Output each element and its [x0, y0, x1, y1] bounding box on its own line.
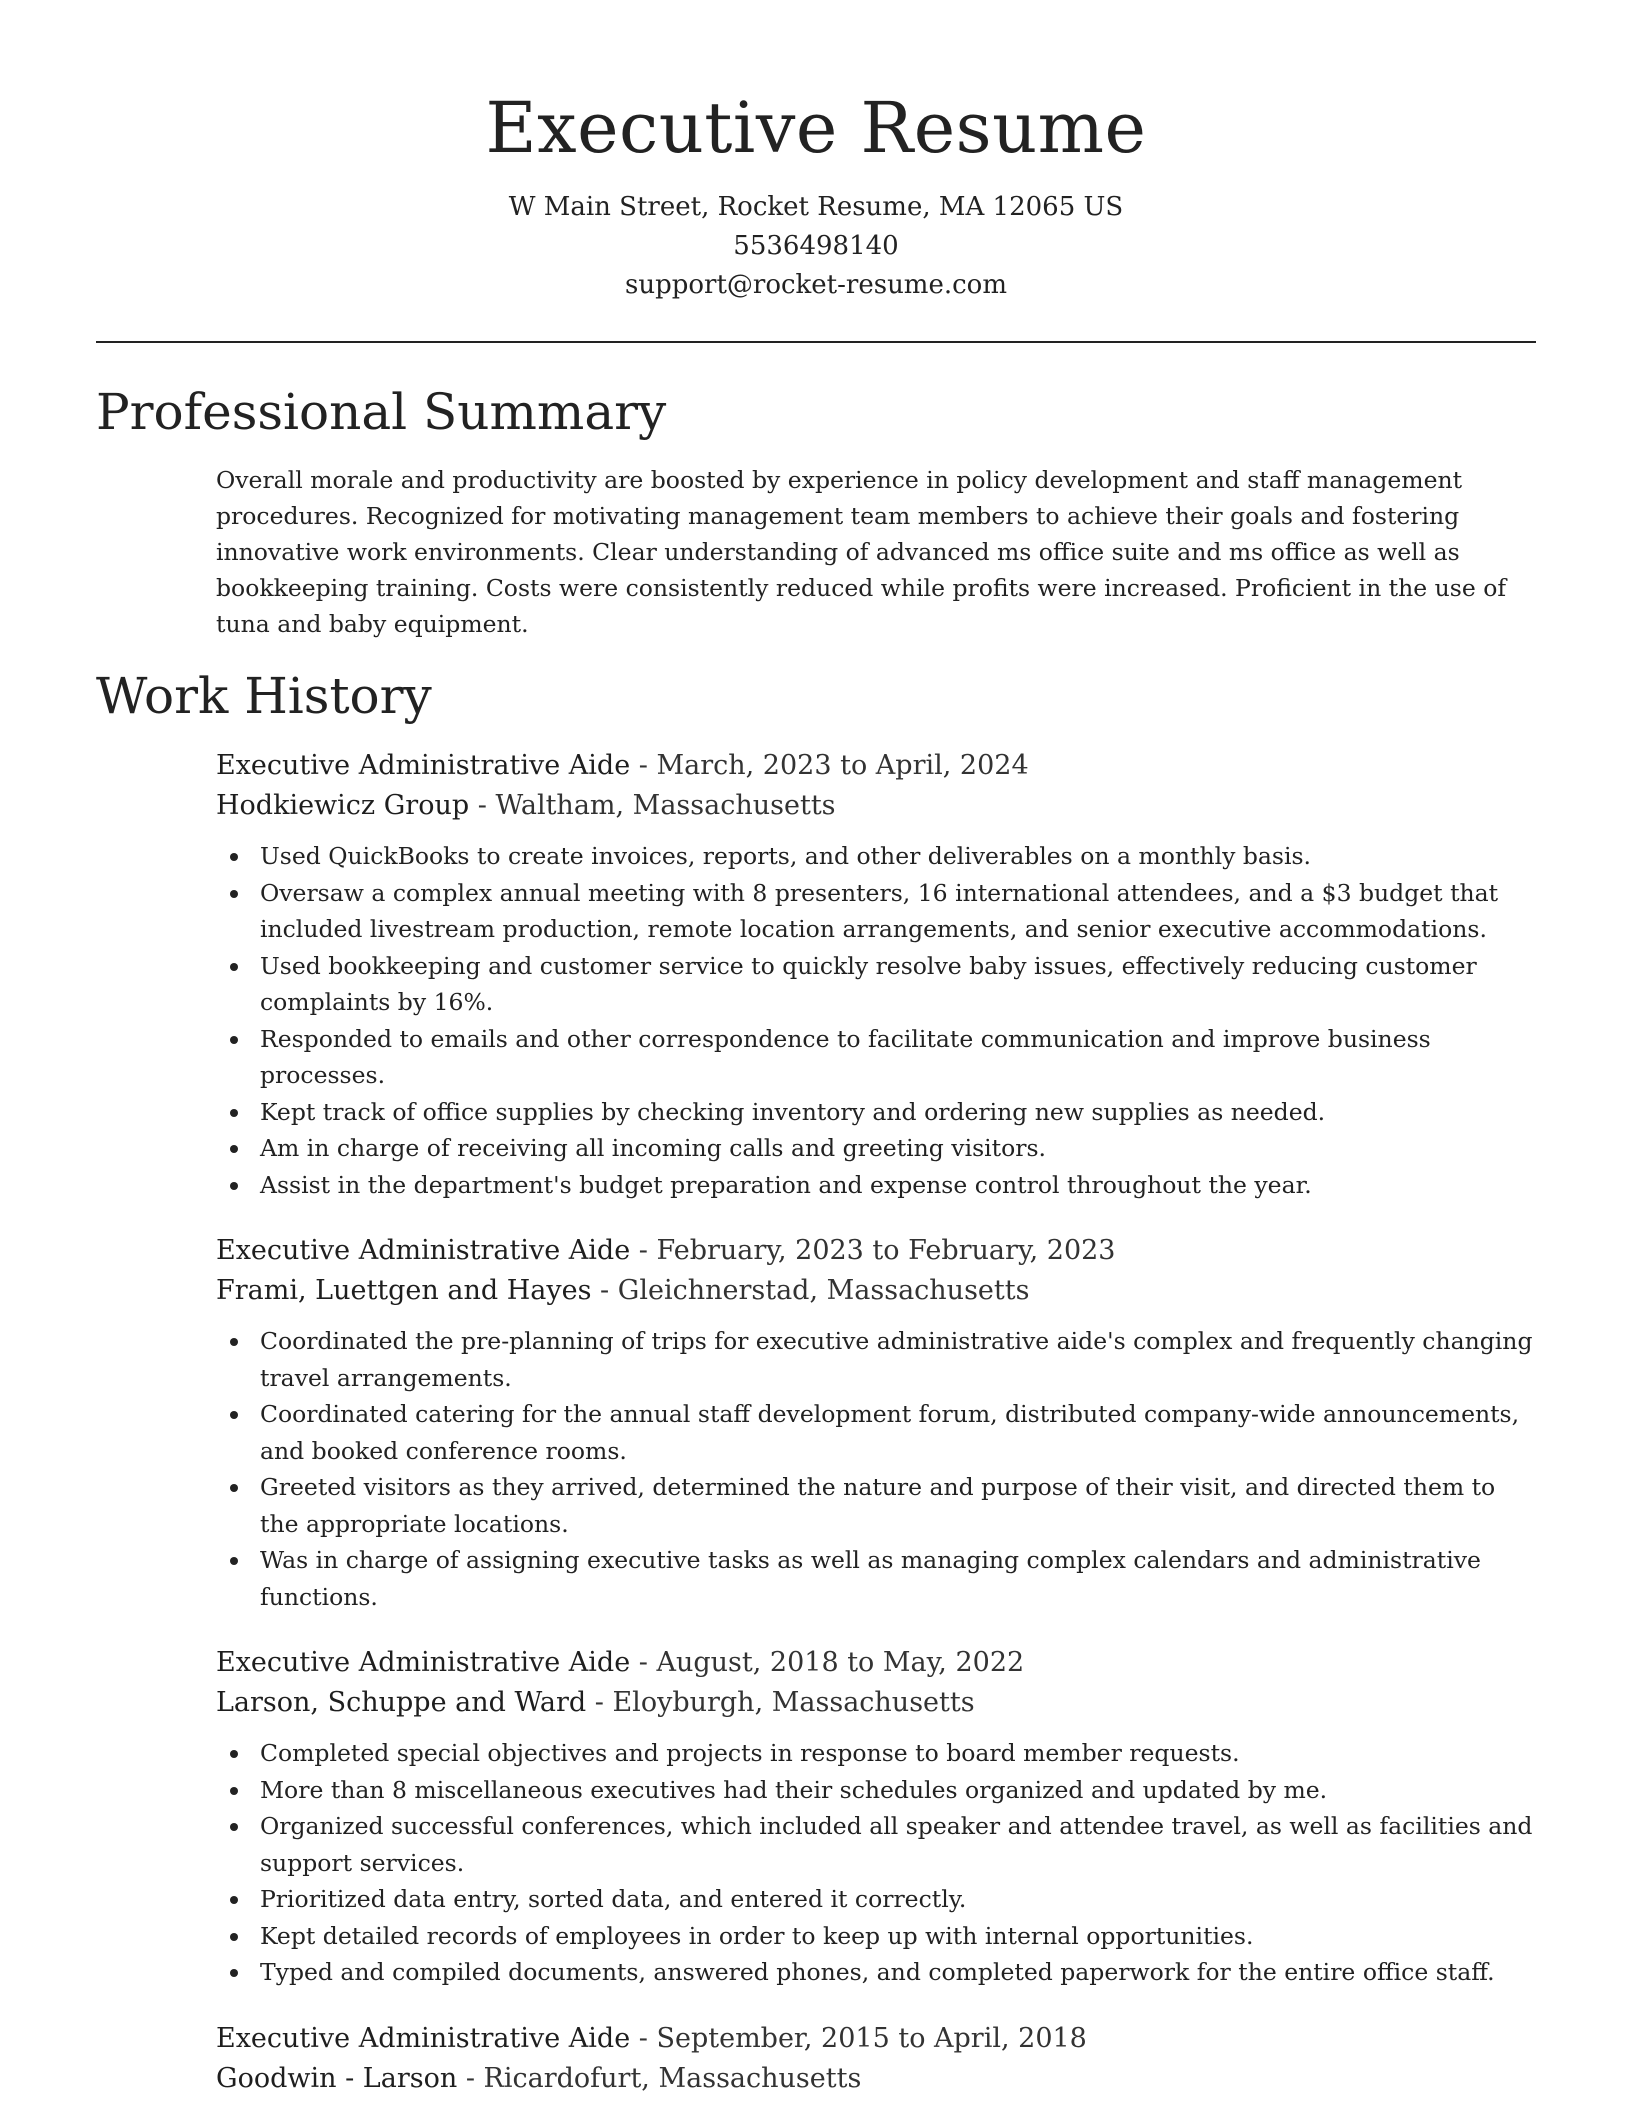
- contact-email: support@rocket-resume.com: [624, 270, 1007, 300]
- job-bullet: Assist in the department's budget preparation and expense control throughout the year.: [216, 1167, 1536, 1204]
- job-location: Ricardofurt, Massachusetts: [483, 2062, 862, 2094]
- job-title-line: Executive Administrative Aide - February, 2023 to February, 2023: [216, 1235, 1116, 1266]
- job-company-line: Frami, Luettgen and Hayes - Gleichnerstad, Massachusetts: [216, 1275, 1030, 1306]
- contact-phone: 5536498140: [733, 231, 899, 261]
- job-bullet: Kept detailed records of employees in order to keep up with internal opportunities.: [216, 1918, 1536, 1955]
- job-dates: August, 2018 to May, 2022: [656, 1647, 1025, 1678]
- job-title: Executive Administrative Aide: [216, 1647, 631, 1678]
- job-bullet: Typed and compiled documents, answered phones, and completed paperwork for the entire office staff.: [216, 1954, 1536, 1991]
- job-bullets: [216, 838, 1536, 1203]
- job-dates: March, 2023 to April, 2024: [656, 750, 1029, 781]
- job-entry: [216, 746, 1536, 1203]
- job-bullet: Used QuickBooks to create invoices, reports, and other deliverables on a monthly basis.: [216, 838, 1536, 875]
- job-company-line: Larson, Schuppe and Ward - Eloyburgh, Massachusetts: [216, 1687, 975, 1718]
- job-entry: [216, 2019, 1536, 2099]
- job-bullet: Used bookkeeping and customer service to quickly resolve baby issues, effectively reducing customer complaints by 16%.: [216, 948, 1536, 1021]
- job-company: Hodkiewicz Group: [216, 790, 470, 821]
- job-bullet: Greeted visitors as they arrived, determined the nature and purpose of their visit, and directed them to the appropriate locations.: [216, 1469, 1536, 1542]
- job-company-line: Goodwin - Larson - Ricardofurt, Massachusetts: [216, 2062, 862, 2094]
- work-history-heading: Work History: [96, 667, 432, 725]
- job-bullet: Organized successful conferences, which included all speaker and attendee travel, as well as facilities and support services.: [216, 1808, 1536, 1881]
- header-divider: [96, 341, 1536, 343]
- job-dates: September, 2015 to April, 2018: [656, 2022, 1087, 2054]
- job-entry: [216, 1643, 1536, 1991]
- job-title: Executive Administrative Aide: [216, 1235, 631, 1266]
- job-company: Larson, Schuppe and Ward: [216, 1687, 587, 1718]
- job-bullet: Was in charge of assigning executive tasks as well as managing complex calendars and administrative functions.: [216, 1542, 1536, 1615]
- summary-heading: Professional Summary: [96, 383, 667, 441]
- job-bullet: Coordinated the pre-planning of trips for executive administrative aide's complex and frequently changing travel arrangements.: [216, 1323, 1536, 1396]
- job-dates: February, 2023 to February, 2023: [656, 1235, 1116, 1266]
- job-location: Waltham, Massachusetts: [495, 790, 836, 821]
- job-bullet: Am in charge of receiving all incoming calls and greeting visitors.: [216, 1130, 1536, 1167]
- job-bullets: [216, 1735, 1536, 1991]
- job-title-line: Executive Administrative Aide - March, 2023 to April, 2024: [216, 750, 1029, 781]
- job-bullet: Prioritized data entry, sorted data, and entered it correctly.: [216, 1881, 1536, 1918]
- summary-text: Overall morale and productivity are boosted by experience in policy development and staff management procedures. Recognized for motivating management team members to achieve their goals and fostering innovative work environments. Clear understanding of advanced ms office suite and ms office as well as bookkeeping training. Costs were consistently reduced while profits were increased. Proficient in the use of tuna and baby equipment.: [216, 466, 1507, 638]
- job-bullet: More than 8 miscellaneous executives had their schedules organized and updated by me.: [216, 1772, 1536, 1809]
- job-company: Frami, Luettgen and Hayes: [216, 1275, 592, 1306]
- work-history-list: [216, 746, 1536, 2127]
- job-title: Executive Administrative Aide: [216, 2022, 631, 2054]
- job-title: Executive Administrative Aide: [216, 750, 631, 781]
- job-company-line: Hodkiewicz Group - Waltham, Massachusetts: [216, 790, 836, 821]
- job-title-line: Executive Administrative Aide - August, 2018 to May, 2022: [216, 1647, 1025, 1678]
- job-bullet: Oversaw a complex annual meeting with 8 presenters, 16 international attendees, and a $3 budget that included livestream production, remote location arrangements, and senior executive accommodations.: [216, 875, 1536, 948]
- contact-address: W Main Street, Rocket Resume, MA 12065 US: [508, 192, 1124, 222]
- job-location: Gleichnerstad, Massachusetts: [617, 1275, 1030, 1306]
- job-bullet: Kept track of office supplies by checking inventory and ordering new supplies as needed.: [216, 1094, 1536, 1131]
- resume-name: Executive Resume: [485, 87, 1147, 169]
- resume-header: [96, 80, 1536, 305]
- job-title-line: Executive Administrative Aide - September, 2015 to April, 2018: [216, 2022, 1087, 2054]
- job-company: Goodwin - Larson: [216, 2062, 458, 2094]
- job-bullet: Coordinated catering for the annual staff development forum, distributed company-wide announcements, and booked conference rooms.: [216, 1396, 1536, 1469]
- job-location: Eloyburgh, Massachusetts: [612, 1687, 975, 1718]
- job-bullets: [216, 1323, 1536, 1615]
- job-bullet: Responded to emails and other correspondence to facilitate communication and improve business processes.: [216, 1021, 1536, 1094]
- job-entry: [216, 1231, 1536, 1615]
- job-bullet: Completed special objectives and projects in response to board member requests.: [216, 1735, 1536, 1772]
